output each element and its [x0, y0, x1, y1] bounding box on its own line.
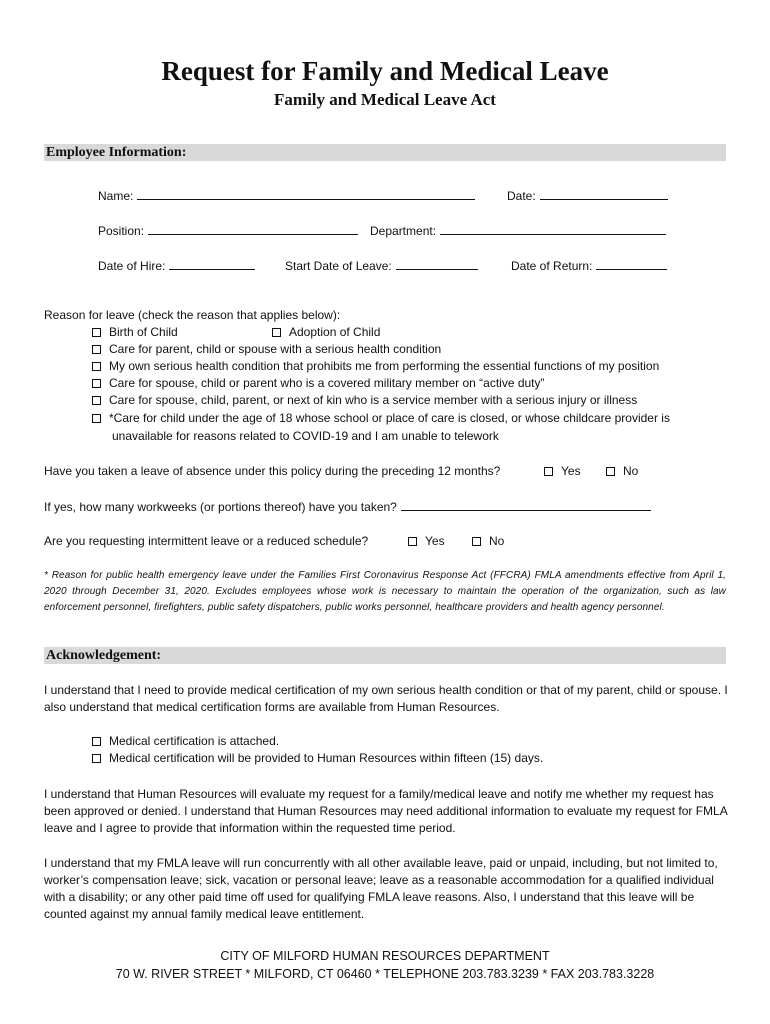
- reason-covid-option[interactable]: [92, 411, 670, 425]
- yes-label: Yes: [561, 464, 581, 478]
- question-intermittent: Are you requesting intermittent leave or a reduced schedule?: [44, 534, 369, 548]
- question-prior-leave: Have you taken a leave of absence under this policy during the preceding 12 months?: [44, 464, 501, 478]
- reason-adoption-option[interactable]: [272, 325, 380, 339]
- workweeks-field[interactable]: [401, 499, 651, 511]
- ack-paragraph-1: I understand that I need to provide medical certification of my own serious health condition or that of my parent, child or spouse. I also understand that medical certification forms are available from Human Resources.: [44, 683, 728, 714]
- prior-leave-no-checkbox[interactable]: [606, 467, 615, 476]
- reason-checkbox[interactable]: [92, 362, 101, 371]
- position-label: Position:: [98, 224, 145, 238]
- date-label: Date:: [507, 189, 536, 203]
- no-label: No: [623, 464, 639, 478]
- reason-label: Care for spouse, child, parent, or next of kin who is a service member with a serious injury or illness: [109, 393, 638, 407]
- reason-intro: Reason for leave (check the reason that applies below):: [44, 308, 341, 322]
- workweeks-row: [44, 499, 651, 514]
- reason-label: My own serious health condition that prohibits me from performing the essential functions of my position: [109, 359, 660, 373]
- position-field[interactable]: [148, 223, 358, 235]
- intermittent-yes-checkbox[interactable]: [408, 537, 417, 546]
- date-field[interactable]: [540, 188, 668, 200]
- ffcra-note: * Reason for public health emergency leave under the Families First Coronavirus Response Act (FFCRA) FMLA amendments effective from April 1, 2020 through December 31, 2020. Excludes employees whose work is necessary to maintain the operation of the organization, such as law enforcement personnel, firefighters, public safety dispatchers, public works personnel, healthcare providers and health agency personnel.: [44, 570, 726, 613]
- reason-label: Care for parent, child or spouse with a serious health condition: [109, 342, 442, 356]
- footer-department: CITY OF MILFORD HUMAN RESOURCES DEPARTMENT: [220, 949, 550, 963]
- reason-option[interactable]: [92, 342, 441, 356]
- no-label: No: [489, 534, 505, 548]
- department-label: Department:: [370, 224, 437, 238]
- page-title: Request for Family and Medical Leave: [161, 56, 609, 86]
- footer-address: 70 W. RIVER STREET * MILFORD, CT 06460 * TELEPHONE 203.783.3239 * FAX 203.783.3228: [115, 967, 655, 981]
- birth-checkbox[interactable]: [92, 328, 101, 337]
- acknowledgement-header: Acknowledgement:: [44, 647, 726, 664]
- prior-leave-yes-option[interactable]: [544, 464, 581, 478]
- reason-checkbox[interactable]: [92, 345, 101, 354]
- page-subtitle: Family and Medical Leave Act: [274, 90, 496, 109]
- covid-checkbox[interactable]: [92, 414, 101, 423]
- adoption-checkbox[interactable]: [272, 328, 281, 337]
- reason-option[interactable]: [92, 393, 637, 407]
- reason-label: Care for spouse, child or parent who is a covered military member on “active duty”: [109, 376, 545, 390]
- birth-label: Birth of Child: [109, 325, 178, 339]
- start-date-field[interactable]: [396, 258, 478, 270]
- date-of-hire-label: Date of Hire:: [98, 259, 166, 273]
- ack-paragraph-2: I understand that Human Resources will evaluate my request for a family/medical leave and notify me whether my request has been approved or denied. I understand that Human Resources may need additional information to evaluate my request for FMLA leave and I agree to provide that information within the requested time period.: [44, 787, 728, 835]
- question-workweeks: If yes, how many workweeks (or portions thereof) have you taken?: [44, 500, 397, 514]
- date-of-return-label: Date of Return:: [511, 259, 593, 273]
- date-of-hire-field[interactable]: [169, 258, 255, 270]
- cert-attached-option[interactable]: [92, 734, 279, 748]
- reason-checkbox[interactable]: [92, 396, 101, 405]
- date-of-return-field[interactable]: [596, 258, 667, 270]
- adoption-label: Adoption of Child: [289, 325, 381, 339]
- date-of-hire-row: [98, 258, 255, 273]
- date-of-return-row: [511, 258, 667, 273]
- start-date-label: Start Date of Leave:: [285, 259, 392, 273]
- intermittent-no-checkbox[interactable]: [472, 537, 481, 546]
- reason-birth-option[interactable]: [92, 325, 178, 339]
- department-field[interactable]: [440, 223, 666, 235]
- cert-attached-checkbox[interactable]: [92, 737, 101, 746]
- date-field-row: [507, 188, 668, 203]
- reason-option[interactable]: [92, 359, 659, 373]
- name-label: Name:: [98, 189, 134, 203]
- cert-later-checkbox[interactable]: [92, 754, 101, 763]
- covid-label-line2: unavailable for reasons related to COVID-19 and I am unable to telework: [112, 429, 499, 443]
- name-field[interactable]: [137, 188, 475, 200]
- intermittent-yes-option[interactable]: [408, 534, 445, 548]
- start-date-row: [285, 258, 478, 273]
- department-field-row: [370, 223, 666, 238]
- cert-later-label: Medical certification will be provided to Human Resources within fifteen (15) days.: [109, 751, 544, 765]
- employee-information-header: Employee Information:: [44, 144, 726, 161]
- intermittent-no-option[interactable]: [472, 534, 504, 548]
- cert-attached-label: Medical certification is attached.: [109, 734, 280, 748]
- ack-paragraph-3: I understand that my FMLA leave will run concurrently with all other available leave, paid or unpaid, including, but not limited to, worker’s compensation leave; sick, vacation or personal leave; leave as a reasonable accommodation for a qualified individual with a disability; or any other paid time off used for qualifying FMLA leave reasons. Also, I understand that this leave will be counted against my annual family medical leave entitlement.: [44, 856, 718, 921]
- position-field-row: [98, 223, 358, 238]
- prior-leave-no-option[interactable]: [606, 464, 638, 478]
- prior-leave-yes-checkbox[interactable]: [544, 467, 553, 476]
- covid-label-line1: *Care for child under the age of 18 whose school or place of care is closed, or whose childcare provider is: [109, 411, 670, 425]
- name-field-row: [98, 188, 475, 203]
- cert-later-option[interactable]: [92, 751, 543, 765]
- reason-checkbox[interactable]: [92, 379, 101, 388]
- reason-option[interactable]: [92, 376, 545, 390]
- yes-label: Yes: [425, 534, 445, 548]
